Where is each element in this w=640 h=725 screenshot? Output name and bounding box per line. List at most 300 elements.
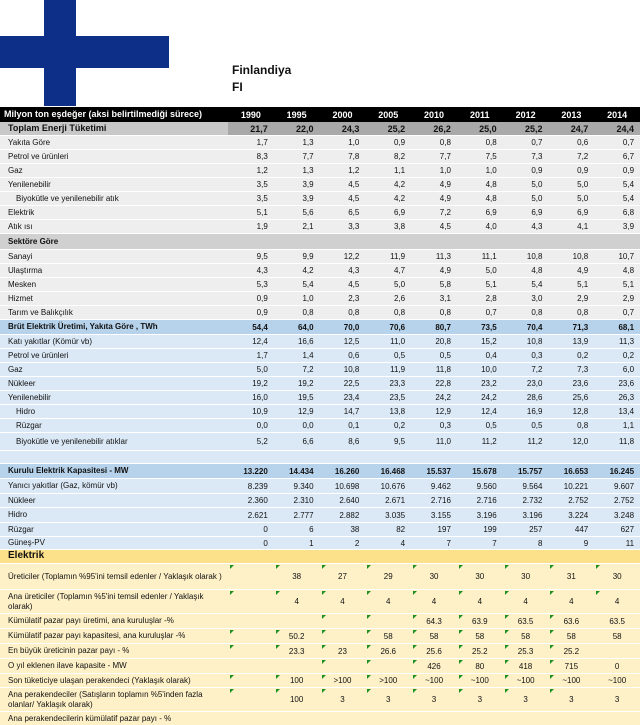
- cell-value: 0,9: [256, 294, 268, 303]
- cell-value: 1,0: [348, 138, 360, 147]
- cell-value: 4: [614, 597, 620, 606]
- table-cell: [365, 629, 411, 643]
- cell-value: 19,2: [297, 379, 314, 388]
- table-cell: [274, 590, 320, 613]
- table-cell: [457, 614, 503, 628]
- cell-value: 7,2: [531, 365, 543, 374]
- cell-value: 15,2: [481, 337, 497, 346]
- table-cell: [503, 419, 549, 432]
- table-cell: [457, 523, 503, 536]
- cell-value: 4,9: [439, 180, 451, 189]
- table-row: [0, 136, 640, 150]
- cell-value: 14,7: [343, 407, 360, 416]
- table-cell: [365, 405, 411, 418]
- table-row: [0, 590, 640, 614]
- row-label: Sanayi: [8, 251, 33, 261]
- cell-value: 38: [292, 572, 302, 581]
- cell-value: 12,5: [343, 337, 360, 346]
- table-cell: [274, 164, 320, 177]
- table-cell: [274, 614, 320, 628]
- table-cell: [503, 335, 549, 348]
- row-values: [228, 164, 640, 177]
- cell-value: 21,7: [250, 123, 268, 134]
- table-cell: [320, 451, 366, 463]
- table-cell: [228, 164, 274, 177]
- cell-value: 30: [521, 572, 531, 581]
- table-cell: [457, 564, 503, 589]
- comment-marker-icon: [413, 565, 417, 569]
- table-cell: [457, 335, 503, 348]
- table-cell: [274, 494, 320, 507]
- table-cell: [457, 451, 503, 463]
- comment-marker-icon: [550, 565, 554, 569]
- row-values: [228, 363, 640, 376]
- cell-value: 2.621: [247, 510, 268, 520]
- cell-value: 11,2: [527, 437, 543, 446]
- cell-value: 2.716: [476, 496, 497, 505]
- cell-value: 1,9: [256, 222, 268, 231]
- comment-marker-icon: [276, 630, 280, 634]
- cell-value: 11,2: [481, 437, 497, 446]
- table-cell: [457, 674, 503, 687]
- cell-value: 7: [446, 538, 451, 548]
- table-cell: [457, 688, 503, 711]
- cell-value: ~100: [516, 676, 535, 685]
- row-values: [228, 150, 640, 163]
- cell-value: 63.5: [609, 616, 625, 626]
- cell-value: 58: [521, 631, 531, 641]
- table-cell: [411, 391, 457, 404]
- cell-value: 25,2: [524, 123, 543, 134]
- row-label: Mesken: [8, 279, 37, 289]
- cell-value: 20,8: [435, 337, 451, 346]
- cell-value: 0,5: [531, 421, 543, 430]
- table-cell: [411, 537, 457, 549]
- table-cell: [457, 550, 503, 563]
- cell-value: ~100: [425, 676, 444, 685]
- row-label: Biyokütle ve yenilenebilir atıklar: [16, 436, 128, 446]
- cell-value: 24,2: [435, 393, 451, 402]
- table-cell: [411, 479, 457, 493]
- cell-value: 1,1: [622, 421, 635, 430]
- cell-value: 5,1: [577, 280, 589, 289]
- cell-value: 5,4: [622, 180, 635, 189]
- cell-value: 30: [475, 572, 485, 581]
- table-cell: [365, 278, 411, 291]
- table-cell: [228, 122, 274, 135]
- cell-value: 8,3: [256, 152, 268, 161]
- comment-marker-icon: [322, 630, 326, 634]
- table-cell: [594, 178, 640, 191]
- cell-value: 2,6: [394, 294, 406, 303]
- table-cell: [320, 178, 366, 191]
- table-cell: [503, 320, 549, 334]
- cell-value: 80,7: [435, 322, 451, 332]
- cell-value: 5,4: [531, 280, 543, 289]
- comment-marker-icon: [276, 645, 280, 649]
- row-label: Brüt Elektrik Üretimi, Yakıta Göre , TWh: [8, 322, 158, 331]
- year-header: 2012: [515, 109, 536, 120]
- comment-marker-icon: [230, 630, 234, 634]
- table-row: [0, 433, 640, 451]
- comment-marker-icon: [413, 660, 417, 664]
- table-cell: [503, 464, 549, 478]
- cell-value: 12,9: [297, 407, 314, 416]
- table-cell: [365, 320, 411, 334]
- cell-value: 25.2: [472, 646, 488, 656]
- table-cell: [411, 292, 457, 305]
- table-row: [0, 234, 640, 250]
- cell-value: 0,5: [394, 351, 406, 360]
- cell-value: 3.196: [522, 510, 543, 520]
- table-cell: [320, 464, 366, 478]
- cell-value: 0,8: [531, 308, 543, 317]
- table-cell: [274, 659, 320, 673]
- comment-marker-icon: [505, 645, 509, 649]
- cell-value: 1,0: [485, 166, 497, 175]
- table-row: [0, 335, 640, 349]
- cell-value: 12,9: [435, 407, 451, 416]
- cell-value: 10,8: [343, 365, 360, 374]
- cell-value: 8.239: [247, 481, 268, 491]
- table-cell: [228, 192, 274, 205]
- table-cell: [320, 136, 366, 149]
- row-label: Ulaştırma: [8, 265, 43, 275]
- table-cell: [274, 220, 320, 233]
- cell-value: 63.9: [472, 616, 488, 626]
- cell-value: 6,0: [622, 365, 635, 374]
- cell-value: 11,3: [619, 337, 635, 346]
- table-cell: [228, 523, 274, 536]
- row-values: [228, 451, 640, 463]
- cell-value: 0,8: [485, 138, 497, 147]
- row-label: Atık ısı: [8, 221, 33, 231]
- table-cell: [411, 688, 457, 711]
- table-cell: [457, 433, 503, 450]
- row-values: [228, 508, 640, 522]
- table-cell: [457, 659, 503, 673]
- cell-value: 3.248: [614, 510, 635, 520]
- table-cell: [320, 220, 366, 233]
- row-values: [228, 614, 640, 628]
- table-cell: [320, 122, 366, 135]
- cell-value: 0: [614, 661, 620, 671]
- cell-value: 1,3: [302, 138, 314, 147]
- table-cell: [594, 629, 640, 643]
- comment-marker-icon: [230, 591, 234, 595]
- table-cell: [548, 192, 594, 205]
- table-cell: [594, 192, 640, 205]
- table-cell: [365, 306, 411, 319]
- table-cell: [365, 150, 411, 163]
- cell-value: 58: [566, 631, 576, 641]
- cell-value: 2,3: [348, 294, 360, 303]
- table-row: [0, 550, 640, 564]
- table-cell: [503, 508, 549, 522]
- table-row: [0, 494, 640, 508]
- table-cell: [457, 136, 503, 149]
- table-row: [0, 614, 640, 629]
- table-cell: [594, 363, 640, 376]
- table-cell: [548, 674, 594, 687]
- cell-value: 2,9: [622, 294, 635, 303]
- row-values: [228, 494, 640, 507]
- table-cell: [548, 320, 594, 334]
- cell-value: 2,8: [485, 294, 497, 303]
- row-label: Yanıcı yakıtlar (Gaz, kömür vb): [8, 481, 118, 490]
- cell-value: 70,4: [526, 322, 543, 332]
- cell-value: 15.678: [472, 466, 497, 476]
- cell-value: 12,8: [572, 407, 589, 416]
- cell-value: 715: [564, 661, 579, 671]
- cell-value: 5,6: [302, 208, 314, 217]
- cell-value: 2.310: [293, 496, 314, 505]
- cell-value: 27: [338, 572, 347, 581]
- cell-value: 26.6: [380, 646, 397, 656]
- table-row: [0, 537, 640, 550]
- table-cell: [320, 494, 366, 507]
- table-cell: [365, 550, 411, 563]
- cell-value: 2.716: [430, 496, 451, 505]
- cell-value: 0,6: [348, 351, 360, 360]
- table-cell: [411, 178, 457, 191]
- cell-value: 23,5: [389, 393, 406, 402]
- table-cell: [548, 278, 594, 291]
- table-cell: [457, 508, 503, 522]
- cell-value: 6: [309, 525, 314, 534]
- table-cell: [320, 405, 366, 418]
- comment-marker-icon: [459, 660, 463, 664]
- table-cell: [274, 306, 320, 319]
- table-cell: [503, 451, 549, 463]
- comment-marker-icon: [459, 675, 463, 679]
- cell-value: 13,9: [572, 337, 589, 346]
- comment-marker-icon: [550, 660, 554, 664]
- cell-value: 4,1: [577, 222, 589, 231]
- comment-marker-icon: [505, 565, 509, 569]
- table-cell: [274, 192, 320, 205]
- cell-value: 2.752: [614, 496, 635, 505]
- table-cell: [274, 712, 320, 725]
- table-cell: [274, 363, 320, 376]
- table-cell: [365, 712, 411, 725]
- table-cell: [274, 405, 320, 418]
- table-row: [0, 644, 640, 659]
- table-cell: [320, 164, 366, 177]
- row-label: Kurulu Elektrik Kapasitesi - MW: [8, 466, 129, 475]
- table-cell: [274, 550, 320, 563]
- cell-value: 5,0: [577, 180, 589, 189]
- row-label: Ana üreticiler (Toplamın %5'ini temsil edenler / Yaklaşık olarak): [8, 591, 204, 611]
- table-cell: [365, 220, 411, 233]
- table-cell: [503, 659, 549, 673]
- cell-value: 4,5: [348, 194, 360, 203]
- table-cell: [228, 419, 274, 432]
- cell-value: 12,0: [572, 437, 589, 446]
- cell-value: 0,8: [302, 308, 314, 317]
- table-row: [0, 479, 640, 494]
- flag-cross-vertical: [44, 0, 76, 106]
- row-label: Gaz: [8, 364, 23, 374]
- row-label: Nükleer: [8, 378, 36, 388]
- table-cell: [503, 306, 549, 319]
- row-values: [228, 479, 640, 493]
- table-row: [0, 363, 640, 377]
- cell-value: 4,2: [394, 194, 406, 203]
- cell-value: 30: [429, 572, 439, 581]
- row-values: [228, 234, 640, 249]
- table-cell: [411, 234, 457, 249]
- cell-value: 11: [625, 538, 635, 548]
- cell-value: 3,3: [348, 222, 360, 231]
- comment-marker-icon: [367, 565, 371, 569]
- table-cell: [411, 419, 457, 432]
- cell-value: 8,2: [394, 152, 406, 161]
- cell-value: 1: [309, 538, 314, 548]
- cell-value: 0,5: [439, 351, 451, 360]
- cell-value: 5,1: [485, 280, 497, 289]
- cell-value: 2.752: [568, 496, 589, 505]
- table-cell: [274, 122, 320, 135]
- table-cell: [503, 363, 549, 376]
- comment-marker-icon: [276, 689, 280, 693]
- table-cell: [228, 479, 274, 493]
- cell-value: 11,0: [435, 437, 451, 446]
- cell-value: 3,9: [622, 222, 635, 231]
- cell-value: 0,7: [531, 138, 543, 147]
- row-label: Son tüketiciye ulaşan perakendeci (Yaklaşık olarak): [8, 675, 191, 685]
- row-label: Kümülatif pazar payı kapasitesi, ana kuruluşlar -%: [8, 631, 186, 640]
- cell-value: 0,2: [622, 351, 635, 360]
- row-label: Elektrik: [8, 207, 35, 217]
- cell-value: 13,4: [618, 407, 635, 416]
- table-cell: [228, 306, 274, 319]
- table-cell: [320, 590, 366, 613]
- cell-value: 418: [518, 661, 533, 671]
- table-row: [0, 292, 640, 306]
- table-cell: [594, 590, 640, 613]
- cell-value: 5,0: [531, 194, 543, 203]
- cell-value: 12,4: [481, 407, 497, 416]
- table-cell: [228, 494, 274, 507]
- cell-value: 15.757: [518, 466, 543, 476]
- table-cell: [594, 674, 640, 687]
- comment-marker-icon: [413, 630, 417, 634]
- table-cell: [365, 178, 411, 191]
- comment-marker-icon: [230, 689, 234, 693]
- comment-marker-icon: [505, 615, 509, 619]
- table-cell: [594, 264, 640, 277]
- row-values: [228, 433, 640, 450]
- row-label: Ana perakendecilerin kümülatif pazar payı - %: [8, 713, 172, 723]
- table-cell: [457, 537, 503, 549]
- table-cell: [457, 349, 503, 362]
- cell-value: 9.564: [522, 481, 543, 491]
- comment-marker-icon: [367, 660, 371, 664]
- cell-value: 3,5: [256, 194, 268, 203]
- cell-value: 447: [574, 525, 589, 534]
- cell-value: 4,2: [394, 180, 406, 189]
- row-values: [228, 629, 640, 643]
- table-cell: [503, 537, 549, 549]
- cell-value: 11,9: [390, 365, 406, 374]
- row-label: Gaz: [8, 165, 23, 175]
- comment-marker-icon: [550, 689, 554, 693]
- cell-value: 4,2: [302, 266, 314, 275]
- cell-value: 627: [620, 525, 635, 534]
- cell-value: 2,1: [302, 222, 314, 231]
- energy-statistics-table: [0, 107, 640, 725]
- cell-value: 2.777: [293, 510, 314, 520]
- cell-value: 3,0: [531, 294, 543, 303]
- cell-value: 16.260: [334, 466, 360, 476]
- table-cell: [411, 494, 457, 507]
- cell-value: 4: [569, 597, 574, 606]
- table-cell: [457, 264, 503, 277]
- comment-marker-icon: [322, 689, 326, 693]
- table-cell: [365, 264, 411, 277]
- table-cell: [457, 464, 503, 478]
- table-cell: [228, 136, 274, 149]
- cell-value: 9.462: [430, 481, 451, 491]
- cell-value: 1,0: [439, 166, 451, 175]
- row-values: [228, 523, 640, 536]
- cell-value: 23,2: [481, 379, 497, 388]
- table-cell: [594, 306, 640, 319]
- cell-value: 4: [477, 597, 483, 606]
- row-label: Kümülatif pazar payı üretimi, ana kuruluşlar -%: [8, 616, 174, 625]
- table-cell: [320, 550, 366, 563]
- cell-value: 12,4: [252, 337, 268, 346]
- table-cell: [548, 164, 594, 177]
- table-cell: [411, 306, 457, 319]
- comment-marker-icon: [550, 675, 554, 679]
- cell-value: 100: [289, 695, 304, 704]
- table-cell: [503, 688, 549, 711]
- table-row: [0, 250, 640, 264]
- table-cell: [320, 234, 366, 249]
- cell-value: 70,6: [389, 322, 406, 332]
- table-cell: [411, 550, 457, 563]
- cell-value: 0,2: [577, 351, 589, 360]
- table-cell: [228, 537, 274, 549]
- table-row: [0, 659, 640, 674]
- row-label: O yıl eklenen ilave kapasite - MW: [8, 661, 127, 670]
- table-cell: [503, 150, 549, 163]
- cell-value: 9: [583, 538, 589, 548]
- table-cell: [365, 206, 411, 219]
- table-cell: [365, 688, 411, 711]
- table-cell: [548, 451, 594, 463]
- year-header: 2000: [332, 109, 353, 120]
- table-cell: [228, 508, 274, 522]
- cell-value: 257: [529, 525, 543, 534]
- comment-marker-icon: [459, 615, 463, 619]
- table-cell: [320, 537, 366, 549]
- table-row: [0, 688, 640, 712]
- table-cell: [594, 234, 640, 249]
- table-cell: [365, 419, 411, 432]
- cell-value: 68,1: [618, 322, 635, 332]
- table-cell: [503, 674, 549, 687]
- cell-value: 25.6: [426, 646, 442, 656]
- table-row: [0, 206, 640, 220]
- row-label: Hidro: [16, 406, 36, 416]
- cell-value: 22,5: [343, 379, 360, 388]
- comment-marker-icon: [596, 565, 600, 569]
- table-cell: [320, 419, 366, 432]
- cell-value: 9.340: [293, 481, 314, 491]
